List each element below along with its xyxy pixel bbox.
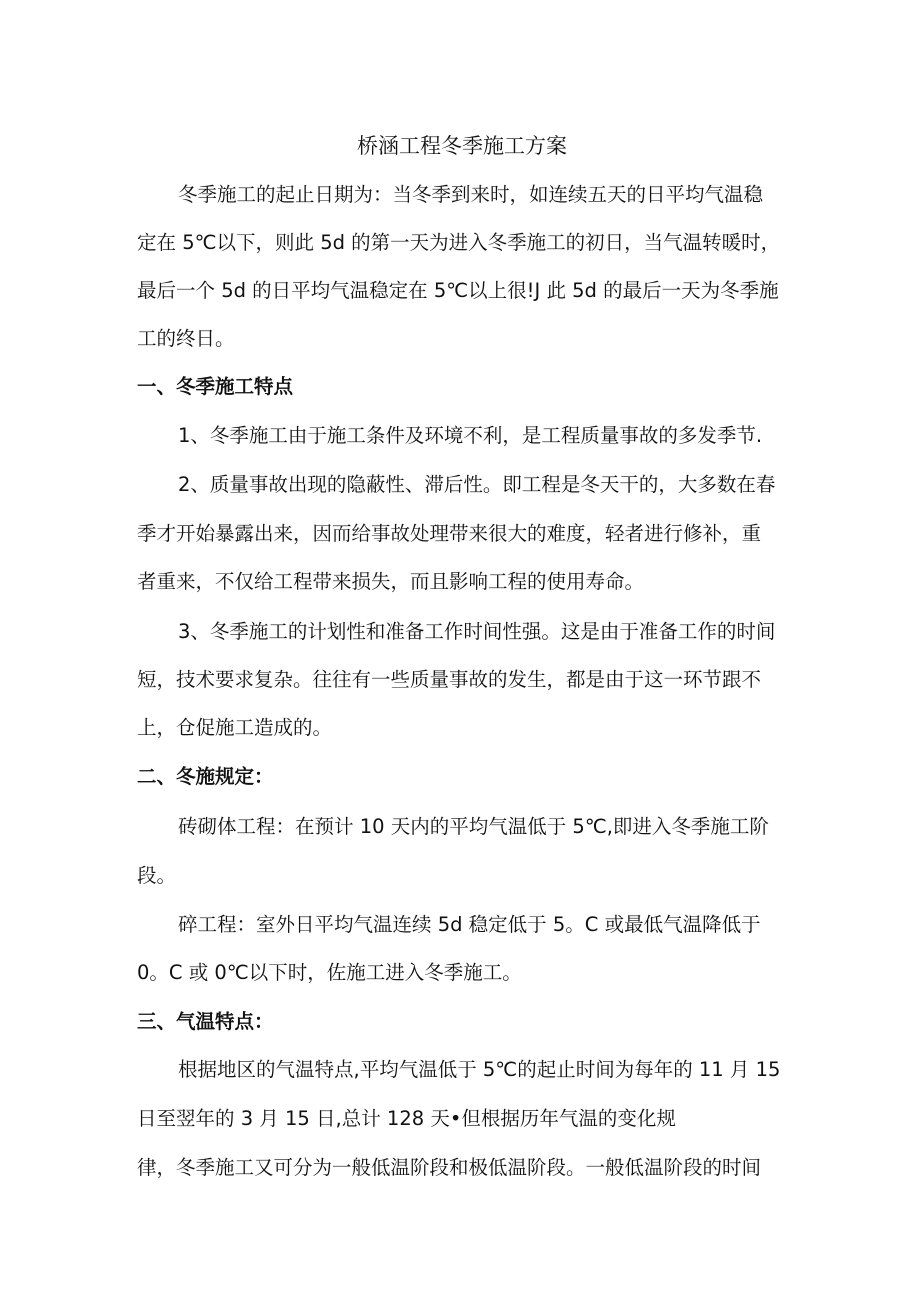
- paragraph-line: 上，仓促施工造成的。: [137, 716, 333, 739]
- paragraph-line: 短，技术要求复杂。往往有一些质量事故的发生，都是由于这一环节跟不: [137, 668, 762, 691]
- intro-line: 定在 5℃以下，则此 5d 的第一天为进入冬季施工的初日，当气温转暖时，: [137, 231, 781, 254]
- paragraph-line: 季才开始暴露出来，因而给事故处理带来很大的难度，轻者进行修补，重: [137, 522, 762, 545]
- paragraph-line: 根据地区的气温特点,平均气温低于 5℃的起止时间为每年的 11 月 15: [178, 1058, 781, 1081]
- intro-line: 工的终日。: [137, 327, 235, 350]
- paragraph-line: 日至翌年的 3 月 15 日,总计 128 天•但根据历年气温的变化规: [137, 1107, 676, 1130]
- section-heading: 一、冬季施工特点: [137, 375, 294, 398]
- paragraph-line: 2、质量事故出现的隐蔽性、滞后性。即工程是冬天干的，大多数在春: [178, 473, 776, 496]
- paragraph-line: 3、冬季施工的计划性和准备工作时间性强。这是由于准备工作的时间: [178, 620, 776, 643]
- paragraph-line: 砖砌体工程：在预计 10 天内的平均气温低于 5℃,即进入冬季施工阶: [178, 815, 769, 838]
- paragraph-line: 碎工程：室外日平均气温连续 5d 稳定低于 5。C 或最低气温降低于: [178, 913, 761, 936]
- document-title: 桥涵工程冬季施工方案: [357, 134, 567, 158]
- paragraph-line: 律，冬季施工又可分为一般低温阶段和极低温阶段。一般低温阶段的时间: [137, 1156, 762, 1179]
- paragraph-line: 段。: [137, 864, 177, 887]
- section-heading: 二、冬施规定：: [137, 765, 274, 788]
- paragraph-line: 1、冬季施工由于施工条件及环境不利，是工程质量事故的多发季节.: [178, 424, 763, 447]
- section-heading: 三、气温特点：: [137, 1010, 274, 1033]
- intro-line: 最后一个 5d 的日平均气温稳定在 5℃以上很!J 此 5d 的最后一天为冬季施: [137, 279, 779, 302]
- paragraph-line: 者重来，不仅给工程带来损失，而且影响工程的使用寿命。: [137, 570, 645, 593]
- intro-line: 冬季施工的起止日期为：当冬季到来时，如连续五天的日平均气温稳: [178, 183, 764, 206]
- paragraph-line: 0。C 或 0℃以下时，佐施工进入冬季施工。: [137, 961, 522, 984]
